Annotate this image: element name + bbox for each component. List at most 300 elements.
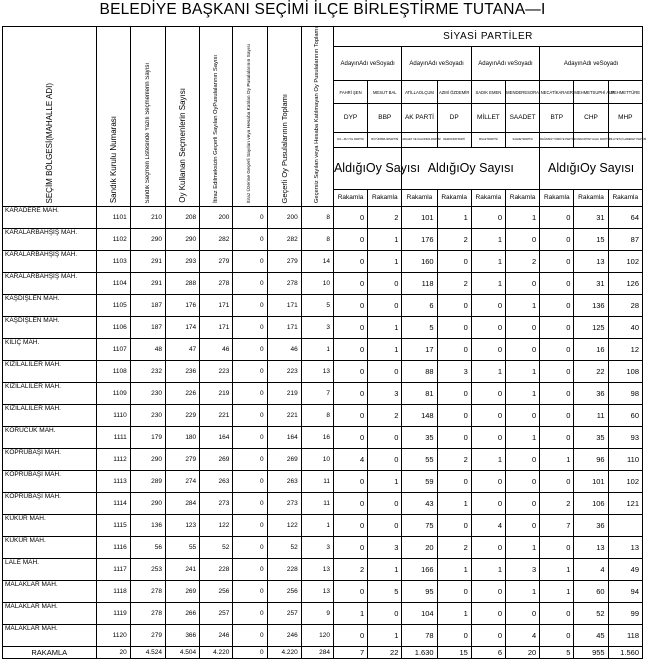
party-vote-cell: 1: [368, 471, 402, 493]
valid-no-objection: 122: [200, 515, 233, 537]
party-vote-cell: 160: [402, 251, 437, 273]
invalid-total: 11: [301, 493, 333, 515]
valid-after-objection: 0: [233, 229, 267, 251]
header-valid-no-objection: İtiraz Edilmeksizin Geçerli Sayılan OyPusulalarının Sayısı: [200, 27, 233, 207]
mahalle-name: LALE MAH.: [3, 559, 97, 581]
valid-total: 246: [267, 625, 301, 647]
party-vote-cell: 6: [402, 295, 437, 317]
voted-count: 269: [165, 581, 199, 603]
mahalle-name: KAŞDİŞLEN MAH.: [3, 317, 97, 339]
party-vote-cell: 3: [368, 537, 402, 559]
invalid-total: 14: [301, 251, 333, 273]
header-valid-total: Geçerli Oy Pusulalarının Toplamı: [267, 27, 301, 207]
invalid-total: 8: [301, 229, 333, 251]
voted-count: 279: [165, 449, 199, 471]
box-number: 1101: [96, 207, 130, 229]
party-vote-cell: 3: [368, 383, 402, 405]
valid-total: 228: [267, 559, 301, 581]
party-vote-cell: 0: [333, 251, 367, 273]
mahalle-name: KARALARBAHŞİŞ MAH.: [3, 273, 97, 295]
voted-count: 284: [165, 493, 199, 515]
registered-count: 230: [130, 405, 165, 427]
invalid-total: 13: [301, 361, 333, 383]
invalid-total: 8: [301, 207, 333, 229]
mahalle-name: MALAKLAR MAH.: [3, 581, 97, 603]
party-vote-cell: 0: [437, 625, 471, 647]
valid-total: 269: [267, 449, 301, 471]
registered-count: 291: [130, 273, 165, 295]
party-vote-cell: 13: [608, 537, 642, 559]
party-vote-cell: 2: [540, 493, 574, 515]
party-vote-cell: 0: [333, 383, 367, 405]
valid-after-objection: 0: [233, 317, 267, 339]
party-vote-cell: 96: [574, 449, 608, 471]
table-row: [3, 229, 643, 251]
valid-after-objection: 0: [233, 625, 267, 647]
party-vote-cell: 1: [471, 273, 505, 295]
table-row: [3, 361, 643, 383]
party-vote-cell: 0: [333, 493, 367, 515]
total-gecersiz: 284: [301, 647, 333, 659]
valid-after-objection: 0: [233, 603, 267, 625]
table-row: [3, 317, 643, 339]
party-vote-cell: 0: [471, 493, 505, 515]
party-vote-cell: 1: [368, 559, 402, 581]
party-vote-cell: 1: [505, 361, 539, 383]
party-vote-cell: 0: [540, 405, 574, 427]
party-vote-cell: 0: [540, 471, 574, 493]
header-oy-sayisi: AldığıOy Sayısı: [333, 147, 401, 189]
header-rakamla: Rakamla: [608, 189, 642, 207]
header-rakamla: Rakamla: [437, 189, 471, 207]
header-rakamla: Rakamla: [540, 189, 574, 207]
valid-after-objection: 0: [233, 559, 267, 581]
party-vote-cell: 2: [437, 449, 471, 471]
valid-total: 171: [267, 295, 301, 317]
box-number: 1103: [96, 251, 130, 273]
party-vote-cell: 0: [333, 339, 367, 361]
valid-after-objection: 0: [233, 207, 267, 229]
party-vote-cell: 0: [471, 427, 505, 449]
registered-count: 279: [130, 625, 165, 647]
party-vote-cell: 1: [505, 537, 539, 559]
party-vote-cell: 2: [333, 559, 367, 581]
party-vote-cell: 101: [402, 207, 437, 229]
header-rakamla: Rakamla: [505, 189, 539, 207]
mahalle-name: KÜKÜR MAH.: [3, 537, 97, 559]
party-vote-cell: 1: [471, 251, 505, 273]
party-vote-cell: 2: [437, 273, 471, 295]
total-oy-kullanan: 4.504: [165, 647, 199, 659]
party-total-cell: 1.560: [608, 647, 642, 659]
party-vote-cell: 0: [333, 405, 367, 427]
box-number: 1111: [96, 427, 130, 449]
valid-total: 219: [267, 383, 301, 405]
party-vote-cell: 11: [574, 405, 608, 427]
table-row: [3, 427, 643, 449]
party-full-name: BÜYÜKBİRLİKPARTİSİ: [368, 132, 402, 147]
mahalle-name: KIZILALİLER MAH.: [3, 383, 97, 405]
valid-total: 46: [267, 339, 301, 361]
invalid-total: 8: [301, 405, 333, 427]
registered-count: 136: [130, 515, 165, 537]
registered-count: 278: [130, 581, 165, 603]
party-vote-cell: 1: [368, 251, 402, 273]
registered-count: 187: [130, 295, 165, 317]
registered-count: 179: [130, 427, 165, 449]
party-vote-cell: 28: [608, 295, 642, 317]
party-vote-cell: 1: [540, 581, 574, 603]
party-vote-cell: 4: [471, 515, 505, 537]
party-vote-cell: 0: [437, 339, 471, 361]
valid-after-objection: 0: [233, 339, 267, 361]
box-number: 1113: [96, 471, 130, 493]
table-row: [3, 515, 643, 537]
valid-no-objection: 257: [200, 603, 233, 625]
party-vote-cell: 0: [437, 383, 471, 405]
party-vote-cell: 4: [333, 449, 367, 471]
box-number: 1105: [96, 295, 130, 317]
header-region: SEÇİM BÖLGESİ(MAHALLE ADI): [3, 27, 97, 207]
party-vote-cell: 52: [574, 603, 608, 625]
party-vote-cell: 0: [333, 471, 367, 493]
party-vote-cell: 15: [574, 229, 608, 251]
party-vote-cell: 0: [368, 273, 402, 295]
party-vote-cell: 35: [574, 427, 608, 449]
party-vote-cell: 1: [333, 603, 367, 625]
valid-total: 257: [267, 603, 301, 625]
invalid-total: 5: [301, 295, 333, 317]
party-vote-cell: 88: [402, 361, 437, 383]
party-vote-cell: 78: [402, 625, 437, 647]
mahalle-name: MALAKLAR MAH.: [3, 625, 97, 647]
party-vote-cell: 0: [437, 317, 471, 339]
party-vote-cell: 0: [540, 317, 574, 339]
valid-no-objection: 279: [200, 251, 233, 273]
box-number: 1102: [96, 229, 130, 251]
table-row: [3, 383, 643, 405]
voted-count: 274: [165, 471, 199, 493]
valid-total: 263: [267, 471, 301, 493]
valid-after-objection: 0: [233, 537, 267, 559]
party-vote-cell: 1: [471, 559, 505, 581]
party-vote-cell: 136: [574, 295, 608, 317]
registered-count: 289: [130, 471, 165, 493]
party-vote-cell: 1: [505, 383, 539, 405]
invalid-total: 120: [301, 625, 333, 647]
party-vote-cell: 0: [540, 229, 574, 251]
table-row: [3, 251, 643, 273]
party-vote-cell: 35: [402, 427, 437, 449]
valid-no-objection: 282: [200, 229, 233, 251]
party-vote-cell: 0: [471, 383, 505, 405]
voted-count: 208: [165, 207, 199, 229]
table-row: [3, 559, 643, 581]
party-vote-cell: 0: [471, 405, 505, 427]
registered-count: 253: [130, 559, 165, 581]
party-vote-cell: 1: [540, 559, 574, 581]
party-vote-cell: 1: [471, 229, 505, 251]
party-vote-cell: 0: [540, 625, 574, 647]
registered-count: 290: [130, 449, 165, 471]
party-vote-cell: 0: [368, 493, 402, 515]
party-vote-cell: 1: [368, 229, 402, 251]
party-vote-cell: 4: [574, 559, 608, 581]
party-vote-cell: 60: [574, 581, 608, 603]
party-vote-cell: 1: [368, 317, 402, 339]
header-parties: SİYASİ PARTİLER: [333, 27, 642, 47]
valid-no-objection: 164: [200, 427, 233, 449]
party-vote-cell: 106: [574, 493, 608, 515]
party-code: CHP: [574, 104, 608, 132]
voted-count: 288: [165, 273, 199, 295]
party-vote-cell: 0: [540, 603, 574, 625]
party-vote-cell: 0: [540, 273, 574, 295]
header-rakamla: Rakamla: [368, 189, 402, 207]
party-vote-cell: 0: [505, 515, 539, 537]
valid-total: 122: [267, 515, 301, 537]
header-registered: Sandık Seçmen Listesinde Yazılı Seçmenlerin Sayısı: [130, 27, 165, 207]
mahalle-name: KARALARBAHŞİŞ MAH.: [3, 229, 97, 251]
party-vote-cell: 1: [437, 559, 471, 581]
total-kayitli: 4.524: [130, 647, 165, 659]
party-vote-cell: 0: [540, 361, 574, 383]
header-rakamla: Rakamla: [402, 189, 437, 207]
party-vote-cell: 36: [574, 383, 608, 405]
party-vote-cell: 13: [574, 537, 608, 559]
mahalle-name: KIZILALİLER MAH.: [3, 361, 97, 383]
registered-count: 210: [130, 207, 165, 229]
party-code: SAADET: [505, 104, 539, 132]
candidate-name: MESUT BAL: [368, 81, 402, 104]
party-vote-cell: 0: [505, 449, 539, 471]
header-rakamla: Rakamla: [471, 189, 505, 207]
party-vote-cell: 0: [471, 537, 505, 559]
header-oy-sayisi: AldığıOy Sayısı: [402, 147, 540, 189]
party-code: MHP: [608, 104, 642, 132]
party-vote-cell: 0: [505, 603, 539, 625]
party-vote-cell: 118: [402, 273, 437, 295]
party-vote-cell: 87: [608, 229, 642, 251]
mahalle-name: KARALARBAHŞİŞ MAH.: [3, 251, 97, 273]
valid-after-objection: 0: [233, 427, 267, 449]
party-total-cell: 6: [471, 647, 505, 659]
party-vote-cell: 121: [608, 493, 642, 515]
header-rakamla: Rakamla: [574, 189, 608, 207]
party-vote-cell: 0: [540, 383, 574, 405]
party-vote-cell: 0: [333, 581, 367, 603]
party-vote-cell: 0: [333, 317, 367, 339]
valid-total: 256: [267, 581, 301, 603]
mahalle-name: MALAKLAR MAH.: [3, 603, 97, 625]
box-number: 1115: [96, 515, 130, 537]
voted-count: 241: [165, 559, 199, 581]
box-number: 1118: [96, 581, 130, 603]
valid-after-objection: 0: [233, 515, 267, 537]
party-vote-cell: 0: [333, 361, 367, 383]
box-number: 1107: [96, 339, 130, 361]
voted-count: 229: [165, 405, 199, 427]
box-number: 1116: [96, 537, 130, 559]
voted-count: 47: [165, 339, 199, 361]
valid-total: 223: [267, 361, 301, 383]
voted-count: 180: [165, 427, 199, 449]
party-vote-cell: 0: [540, 537, 574, 559]
valid-after-objection: 0: [233, 361, 267, 383]
party-vote-cell: 0: [437, 405, 471, 427]
valid-total: 279: [267, 251, 301, 273]
valid-no-objection: 219: [200, 383, 233, 405]
party-vote-cell: 126: [608, 273, 642, 295]
party-vote-cell: 0: [505, 339, 539, 361]
party-vote-cell: 0: [471, 603, 505, 625]
party-vote-cell: 0: [333, 625, 367, 647]
party-vote-cell: [608, 515, 642, 537]
voted-count: 236: [165, 361, 199, 383]
party-vote-cell: 0: [505, 317, 539, 339]
valid-no-objection: 246: [200, 625, 233, 647]
party-code: MİLLET: [471, 104, 505, 132]
party-total-cell: 5: [540, 647, 574, 659]
valid-after-objection: 0: [233, 405, 267, 427]
results-table: [2, 26, 646, 659]
table-row: [3, 405, 643, 427]
valid-no-objection: 223: [200, 361, 233, 383]
registered-count: 56: [130, 537, 165, 559]
party-vote-cell: 0: [333, 295, 367, 317]
invalid-total: 13: [301, 559, 333, 581]
party-vote-cell: 0: [333, 427, 367, 449]
mahalle-name: KÜKÜR MAH.: [3, 515, 97, 537]
party-vote-cell: 0: [368, 361, 402, 383]
total-itirazli: 0: [233, 647, 267, 659]
party-vote-cell: 36: [574, 515, 608, 537]
header-invalid-total: Geçersiz Sayılan veya Hesaba Katılmayan Oy Pusulalarının Toplamı: [301, 27, 333, 207]
box-number: 1112: [96, 449, 130, 471]
table-row: [3, 625, 643, 647]
party-vote-cell: 45: [574, 625, 608, 647]
party-vote-cell: 22: [574, 361, 608, 383]
party-vote-cell: 0: [505, 405, 539, 427]
mahalle-name: KILIÇ MAH.: [3, 339, 97, 361]
party-vote-cell: 1: [437, 493, 471, 515]
mahalle-name: KAŞDİŞLEN MAH.: [3, 295, 97, 317]
party-vote-cell: 0: [505, 493, 539, 515]
table-row: [3, 603, 643, 625]
party-total-cell: 1.630: [402, 647, 437, 659]
party-vote-cell: 0: [540, 251, 574, 273]
table-row: [3, 339, 643, 361]
mahalle-name: KARADERE MAH.: [3, 207, 97, 229]
header-aday-adi: AdayınAdı veSoyadı: [333, 47, 401, 81]
party-vote-cell: 13: [574, 251, 608, 273]
valid-no-objection: 269: [200, 449, 233, 471]
valid-after-objection: 0: [233, 383, 267, 405]
party-code: DP: [437, 104, 471, 132]
valid-no-objection: 46: [200, 339, 233, 361]
party-vote-cell: 0: [505, 273, 539, 295]
party-vote-cell: 1: [437, 603, 471, 625]
party-vote-cell: 0: [471, 317, 505, 339]
party-vote-cell: 0: [437, 251, 471, 273]
party-vote-cell: 1: [471, 449, 505, 471]
party-vote-cell: 12: [608, 339, 642, 361]
party-total-cell: 22: [368, 647, 402, 659]
party-full-name: DO—RU YOL PARTİSİ: [333, 132, 367, 147]
page-title: BELEDİYE BAŞKANI SEÇİMİ İLÇE BİRLEŞTİRME TUTANA—I: [99, 1, 546, 18]
party-vote-cell: 1: [368, 339, 402, 361]
header-rakamla: Rakamla: [333, 189, 367, 207]
party-vote-cell: 40: [608, 317, 642, 339]
party-vote-cell: 4: [505, 625, 539, 647]
party-full-name: BAĞIMSIZ TÜRKİYE PARTİSİ: [540, 132, 574, 147]
candidate-name: FAHRİ ŞEN: [333, 81, 367, 104]
party-vote-cell: 0: [368, 515, 402, 537]
mahalle-name: KÖPRÜBAŞI MAH.: [3, 449, 97, 471]
header-aday-adi: AdayınAdı veSoyadı: [402, 47, 471, 81]
header-box-no: Sandık Kurulu Numarası: [96, 27, 130, 207]
party-vote-cell: 81: [402, 383, 437, 405]
box-number: 1120: [96, 625, 130, 647]
party-vote-cell: 0: [540, 295, 574, 317]
candidate-name: NECATİKARAER: [540, 81, 574, 104]
party-code: BBP: [368, 104, 402, 132]
invalid-total: 1: [301, 339, 333, 361]
party-vote-cell: 49: [608, 559, 642, 581]
registered-count: 291: [130, 251, 165, 273]
party-vote-cell: 2: [368, 207, 402, 229]
party-vote-cell: 0: [333, 273, 367, 295]
party-vote-cell: 43: [402, 493, 437, 515]
totals-label: RAKAMLA: [3, 647, 97, 659]
total-sandik: 20: [96, 647, 130, 659]
total-itirazsiz: 4.220: [200, 647, 233, 659]
candidate-name: AZMİ ÖZDEMİR: [437, 81, 471, 104]
table-row: [3, 581, 643, 603]
valid-total: 282: [267, 229, 301, 251]
party-vote-cell: 0: [540, 339, 574, 361]
candidate-name: MEHMETSUPHİ ALP: [574, 81, 608, 104]
party-vote-cell: 0: [471, 581, 505, 603]
table-row: [3, 295, 643, 317]
box-number: 1119: [96, 603, 130, 625]
party-vote-cell: 7: [540, 515, 574, 537]
valid-no-objection: 273: [200, 493, 233, 515]
party-vote-cell: 0: [368, 603, 402, 625]
table-row: [3, 493, 643, 515]
party-vote-cell: 1: [505, 207, 539, 229]
header-valid-after-objection: İtiraz Üzerine Geçerli Sayılan veya Hesaba Katılan Oy Pusulalarının Sayısı: [233, 27, 267, 207]
registered-count: 290: [130, 493, 165, 515]
registered-count: 187: [130, 317, 165, 339]
valid-total: 171: [267, 317, 301, 339]
voted-count: 176: [165, 295, 199, 317]
party-vote-cell: 0: [471, 625, 505, 647]
voted-count: 123: [165, 515, 199, 537]
valid-no-objection: 228: [200, 559, 233, 581]
valid-total: 221: [267, 405, 301, 427]
valid-no-objection: 52: [200, 537, 233, 559]
voted-count: 266: [165, 603, 199, 625]
candidate-name: MEHMETTÜRE: [608, 81, 642, 104]
party-vote-cell: 0: [333, 515, 367, 537]
party-vote-cell: 148: [402, 405, 437, 427]
valid-after-objection: 0: [233, 581, 267, 603]
party-vote-cell: 60: [608, 405, 642, 427]
voted-count: 55: [165, 537, 199, 559]
party-vote-cell: 0: [540, 207, 574, 229]
valid-total: 52: [267, 537, 301, 559]
